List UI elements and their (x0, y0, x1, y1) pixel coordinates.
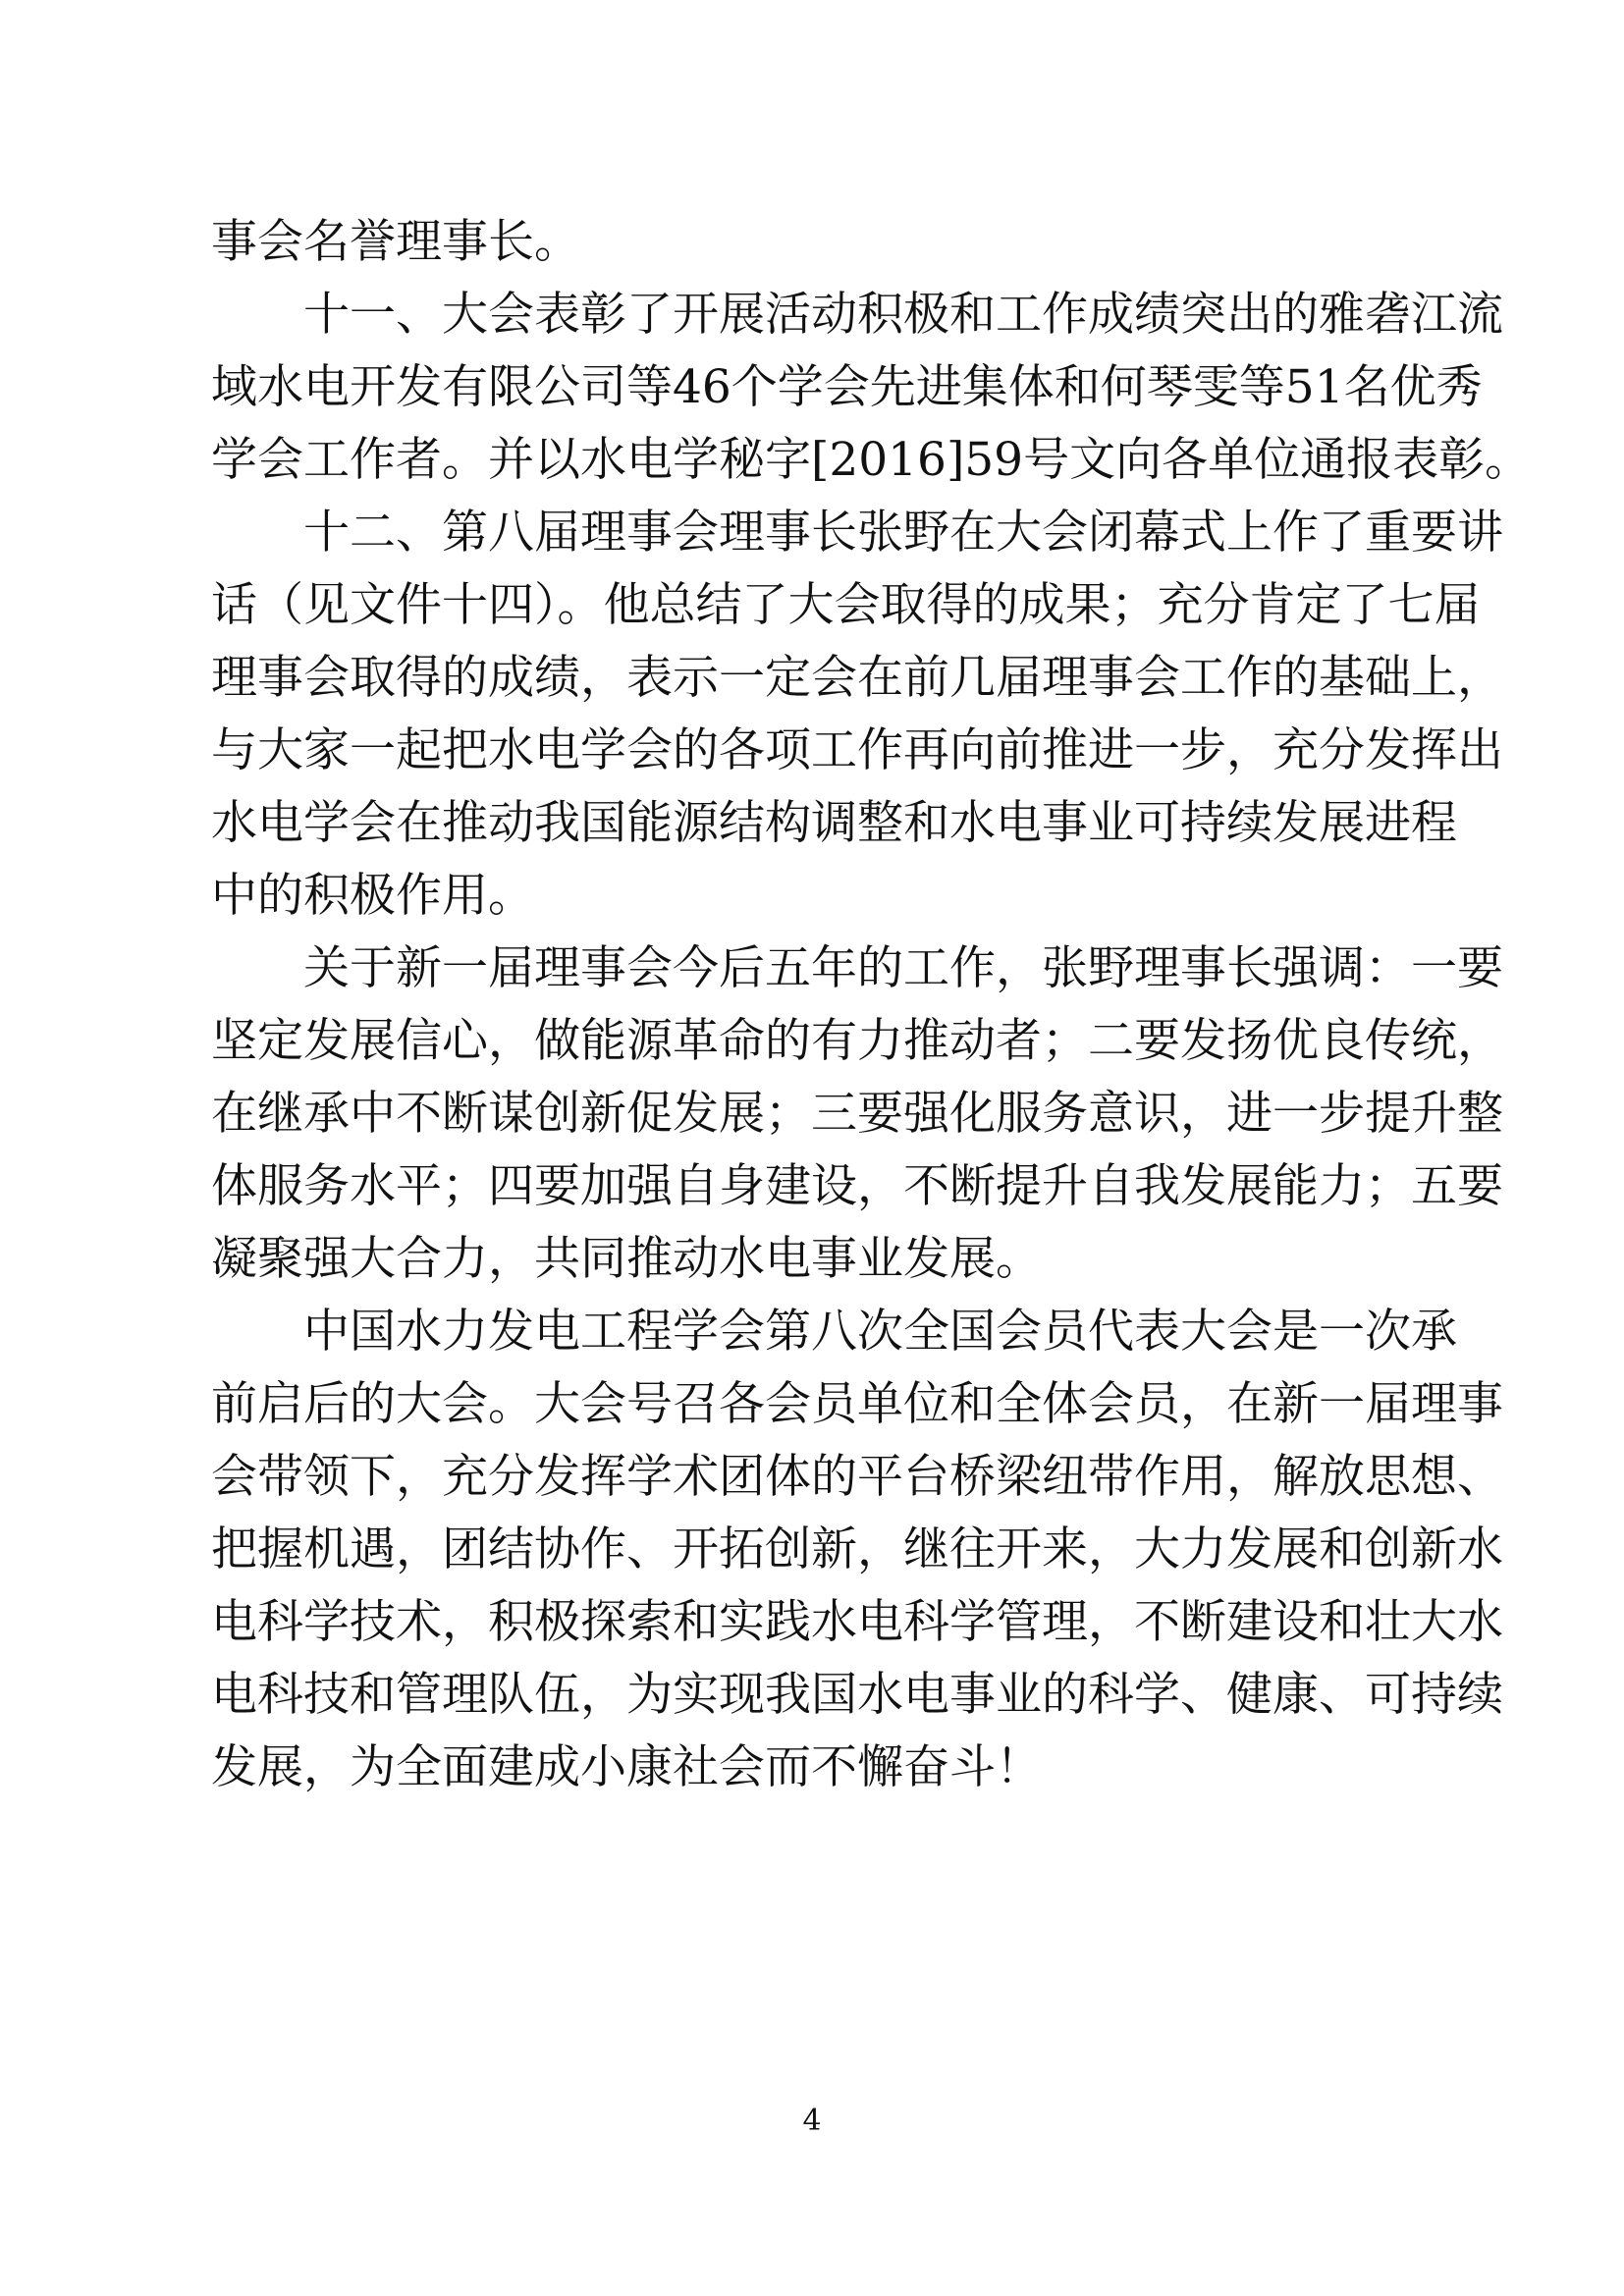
text-line: 坚定发展信心，做能源革命的有力推动者；二要发扬优良传统， (211, 1014, 1503, 1068)
text-line: 学会工作者。并以水电学秘字[2016]59号文向各单位通报表彰。 (211, 433, 1532, 487)
text-line: 理事会取得的成绩，表示一定会在前几届理事会工作的基础上， (211, 651, 1503, 705)
text-line: 中国水力发电工程学会第八次全国会员代表大会是一次承 (211, 1305, 1457, 1359)
text-line: 与大家一起把水电学会的各项工作再向前推进一步，充分发挥出 (211, 723, 1503, 777)
text-line: 电科学技术，积极探索和实践水电科学管理，不断建设和壮大水 (211, 1595, 1503, 1649)
text-line: 关于新一届理事会今后五年的工作，张野理事长强调：一要 (211, 941, 1503, 995)
text-line: 前启后的大会。大会号召各会员单位和全体会员，在新一届理事 (211, 1377, 1503, 1431)
text-line: 事会名誉理事长。 (211, 215, 580, 269)
body-text (211, 206, 1532, 1804)
text-line: 中的积极作用。 (211, 869, 534, 923)
text-line: 水电学会在推动我国能源结构调整和水电事业可持续发展进程 (211, 796, 1457, 850)
text-line: 十二、第八届理事会理事长张野在大会闭幕式上作了重要讲 (211, 506, 1503, 560)
text-line: 体服务水平；四要加强自身建设，不断提升自我发展能力；五要 (211, 1159, 1503, 1213)
text-line: 凝聚强大合力，共同推动水电事业发展。 (211, 1232, 1042, 1286)
text-line: 话（见文件十四）。他总结了大会取得的成果；充分肯定了七届 (211, 578, 1481, 632)
text-line: 发展，为全面建成小康社会而不懈奋斗！ (211, 1740, 1042, 1794)
text-line: 会带领下，充分发挥学术团体的平台桥梁纽带作用，解放思想、 (211, 1450, 1503, 1504)
page-number: 4 (802, 2104, 822, 2138)
text-line: 把握机遇，团结协作、开拓创新，继往开来，大力发展和创新水 (211, 1522, 1503, 1576)
text-line: 十一、大会表彰了开展活动积极和工作成绩突出的雅砻江流 (211, 288, 1503, 342)
text-line: 电科技和管理队伍，为实现我国水电事业的科学、健康、可持续 (211, 1668, 1503, 1722)
text-line: 在继承中不断谋创新促发展；三要强化服务意识，进一步提升整 (211, 1087, 1503, 1141)
text-line: 域水电开发有限公司等46个学会先进集体和何琴雯等51名优秀 (211, 360, 1483, 414)
